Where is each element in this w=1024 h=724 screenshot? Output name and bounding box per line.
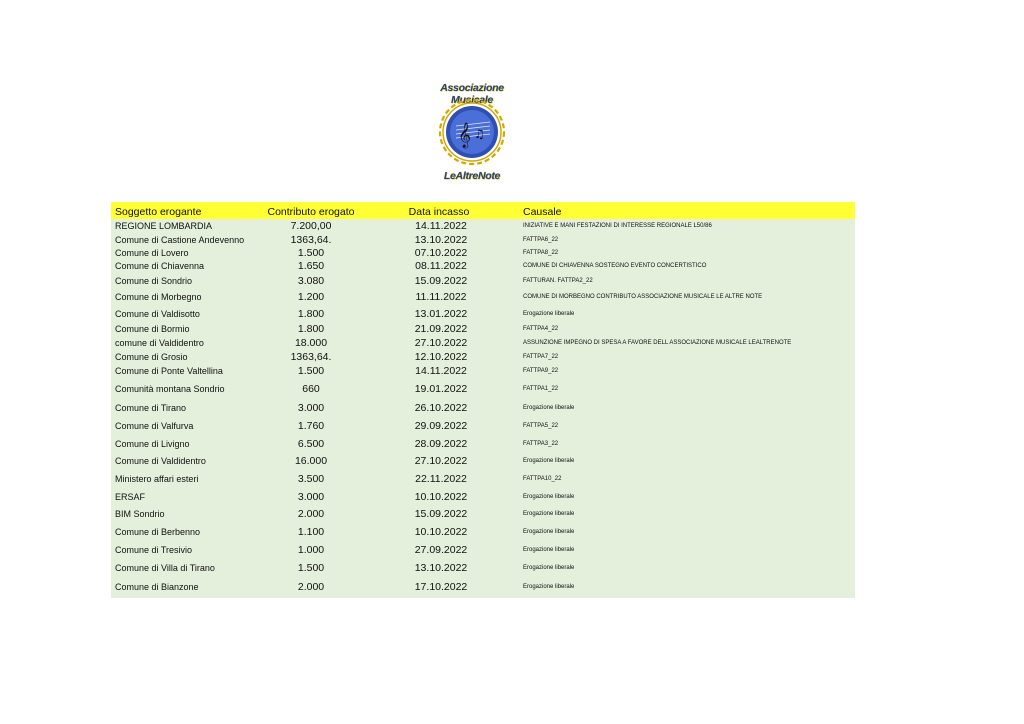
cell-contributo: 2.000 — [297, 581, 325, 593]
cell-data: 08.11.2022 — [415, 260, 467, 272]
cell-data: 13.01.2022 — [414, 308, 468, 320]
cell-data: 17.10.2022 — [414, 581, 468, 593]
cell-soggetto: ERSAF — [115, 492, 146, 502]
table-row — [111, 336, 855, 350]
cell-causale: FATTPA3_22 — [523, 441, 559, 447]
cell-causale: FATTPA8_22 — [523, 250, 559, 256]
svg-text:𝄞: 𝄞 — [458, 123, 472, 148]
cell-data: 11.11.2022 — [415, 291, 467, 303]
cell-contributo: 1.800 — [297, 323, 325, 335]
association-logo — [424, 82, 520, 186]
cell-causale: Erogazione liberale — [523, 494, 575, 500]
table-row — [111, 541, 855, 559]
cell-data: 27.09.2022 — [414, 544, 468, 556]
cell-contributo: 18.000 — [294, 337, 328, 349]
table-row — [111, 350, 855, 364]
cell-causale: FATTPA7_22 — [523, 354, 559, 360]
cell-soggetto: Comune di Grosio — [115, 352, 188, 362]
table-row — [111, 364, 855, 379]
table-row — [111, 523, 855, 541]
cell-soggetto: Comune di Villa di Tirano — [115, 563, 215, 573]
cell-soggetto: Comune di Bianzone — [115, 582, 199, 592]
table-header — [111, 202, 855, 219]
table-row — [111, 578, 855, 596]
cell-soggetto: Comune di Tirano — [115, 403, 187, 413]
cell-causale: Erogazione liberale — [523, 405, 575, 411]
cell-data: 10.10.2022 — [414, 491, 468, 503]
cell-contributo: 3.080 — [297, 275, 325, 287]
cell-contributo: 1.500 — [297, 247, 325, 259]
cell-causale: COMUNE DI CHIAVENNA SOSTEGNO EVENTO CONCERTISTICO — [523, 263, 707, 269]
cell-soggetto: Comune di Castione Andevenno — [115, 235, 245, 245]
cell-soggetto: Comune di Valdidentro — [115, 456, 206, 466]
cell-data: 28.09.2022 — [414, 438, 468, 450]
cell-data: 14.11.2022 — [415, 220, 467, 232]
cell-data: 15.09.2022 — [414, 275, 468, 287]
cell-contributo: 3.000 — [297, 491, 325, 503]
header-causale: Causale — [523, 206, 562, 218]
table-row — [111, 505, 855, 523]
table-row — [111, 379, 855, 399]
table-row — [111, 322, 855, 336]
cell-contributo: 1.650 — [297, 260, 325, 272]
cell-causale: FATTPA1_22 — [523, 386, 559, 392]
cell-soggetto: Comune di Berbenno — [115, 527, 201, 537]
svg-text:♫: ♫ — [474, 127, 485, 141]
cell-data: 22.11.2022 — [415, 473, 467, 485]
table-row — [111, 219, 855, 233]
cell-soggetto: Comune di Morbegno — [115, 292, 202, 302]
cell-contributo: 3.000 — [297, 402, 325, 414]
cell-causale: FATTPA10_22 — [523, 476, 562, 482]
table-row — [111, 470, 855, 489]
cell-contributo: 16.000 — [294, 455, 328, 467]
cell-data: 13.10.2022 — [414, 234, 468, 246]
header-data: Data incasso — [408, 206, 470, 218]
table-row — [111, 247, 855, 260]
cell-contributo: 1.760 — [297, 420, 325, 432]
cell-data: 27.10.2022 — [414, 455, 468, 467]
contributions-table — [111, 202, 855, 598]
cell-data: 19.01.2022 — [414, 383, 468, 395]
cell-data: 14.11.2022 — [415, 365, 467, 377]
cell-causale: FATTPA5_22 — [523, 423, 559, 429]
cell-causale: COMUNE DI MORBEGNO CONTRIBUTO ASSOCIAZIONE MUSICALE LE ALTRE NOTE — [523, 294, 763, 300]
table-row — [111, 233, 855, 247]
cell-causale: Erogazione liberale — [523, 458, 575, 464]
cell-contributo: 7.200,00 — [290, 220, 332, 232]
cell-soggetto: REGIONE LOMBARDIA — [115, 221, 213, 231]
header-soggetto: Soggetto erogante — [115, 206, 202, 218]
logo-title: Associazione Musicale — [440, 82, 504, 106]
table-row — [111, 306, 855, 322]
table-row — [111, 453, 855, 470]
cell-data: 27.10.2022 — [414, 337, 468, 349]
cell-contributo: 1363,64. — [290, 234, 332, 246]
cell-causale: Erogazione liberale — [523, 511, 575, 517]
cell-contributo: 3.500 — [297, 473, 325, 485]
cell-soggetto: Comune di Tresivio — [115, 545, 193, 555]
cell-soggetto: Comune di Valfurva — [115, 421, 194, 431]
cell-contributo: 6.500 — [297, 438, 325, 450]
cell-data: 13.10.2022 — [414, 562, 468, 574]
cell-contributo: 1.000 — [297, 544, 325, 556]
cell-causale: Erogazione liberale — [523, 311, 575, 317]
cell-soggetto: Ministero affari esteri — [115, 474, 199, 484]
cell-causale: Erogazione liberale — [523, 547, 575, 553]
table-row — [111, 435, 855, 453]
cell-causale: Erogazione liberale — [523, 529, 575, 535]
cell-data: 12.10.2022 — [414, 351, 468, 363]
cell-soggetto: Comune di Lovero — [115, 248, 189, 258]
cell-causale: FATTPA4_22 — [523, 326, 559, 332]
cell-data: 07.10.2022 — [414, 247, 468, 259]
cell-causale: Erogazione liberale — [523, 565, 575, 571]
cell-contributo: 1.800 — [297, 308, 325, 320]
cell-data: 15.09.2022 — [414, 508, 468, 520]
cell-soggetto: BIM Sondrio — [115, 509, 165, 519]
cell-data: 10.10.2022 — [414, 526, 468, 538]
table-row — [111, 559, 855, 578]
cell-causale: Erogazione liberale — [523, 584, 575, 590]
table-row — [111, 399, 855, 417]
cell-soggetto: Comune di Livigno — [115, 439, 190, 449]
cell-soggetto: comune di Valdidentro — [115, 338, 204, 348]
cell-soggetto: Comunità montana Sondrio — [115, 384, 225, 394]
table-row — [111, 289, 855, 306]
cell-soggetto: Comune di Bormio — [115, 324, 190, 334]
header-contributo: Contributo erogato — [267, 206, 355, 218]
table-row — [111, 489, 855, 505]
treble-clef-music-emblem-icon — [436, 96, 508, 168]
cell-contributo: 1.100 — [297, 526, 325, 538]
table-row — [111, 260, 855, 273]
cell-soggetto: Comune di Chiavenna — [115, 261, 205, 271]
cell-data: 26.10.2022 — [414, 402, 468, 414]
cell-soggetto: Comune di Valdisotto — [115, 309, 200, 319]
table-row — [111, 273, 855, 289]
cell-contributo: 660 — [302, 383, 320, 395]
cell-data: 21.09.2022 — [414, 323, 468, 335]
cell-contributo: 1.200 — [297, 291, 325, 303]
table-row — [111, 417, 855, 435]
cell-contributo: 1.500 — [297, 365, 325, 377]
cell-causale: ASSUNZIONE IMPEGNO DI SPESA A FAVORE DELL ASSOCIAZIONE MUSICALE LEALTRENOTE — [523, 340, 792, 346]
cell-causale: FATTURAN. FATTPA2_22 — [523, 278, 593, 284]
cell-contributo: 1363,64. — [290, 351, 332, 363]
cell-contributo: 2.000 — [297, 508, 325, 520]
table-body — [111, 219, 855, 598]
cell-contributo: 1.500 — [297, 562, 325, 574]
cell-causale: INIZIATIVE E MANI FESTAZIONI DI INTERESSE REGIONALE L50/86 — [523, 223, 712, 229]
cell-soggetto: Comune di Ponte Valtellina — [115, 366, 223, 376]
logo-subtitle: LeAltreNote — [443, 170, 501, 182]
cell-causale: FATTPA9_22 — [523, 368, 559, 374]
cell-data: 29.09.2022 — [414, 420, 468, 432]
cell-causale: FATTPA6_22 — [523, 237, 559, 243]
cell-soggetto: Comune di Sondrio — [115, 276, 193, 286]
